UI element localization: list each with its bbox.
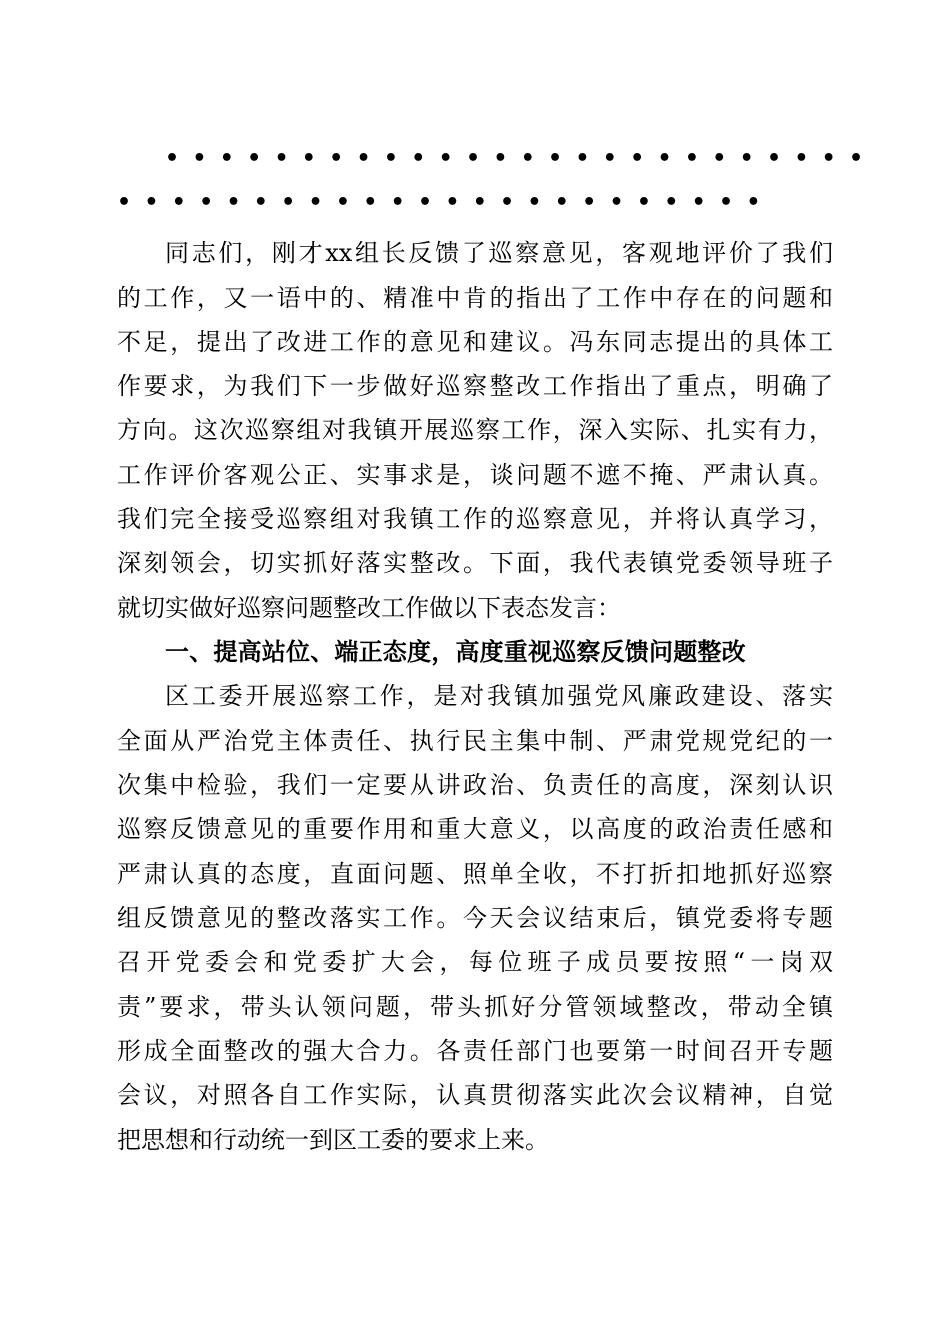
paragraph-line: 召开党委会和党委扩大会，每位班子成员要按照“一岗双	[117, 948, 833, 976]
paragraph-line: 会议，对照各自工作实际，认真贯彻落实此次会议精神，自觉	[117, 1081, 833, 1109]
paragraph-line: 巡察反馈意见的重要作用和重大意义，以高度的政治责任感和	[117, 815, 833, 843]
paragraph-line: 方向。这次巡察组对我镇开展巡察工作，深入实际、扎实有力，	[117, 416, 833, 444]
paragraph-line: 组反馈意见的整改落实工作。今天会议结束后，镇党委将专题	[117, 904, 833, 932]
paragraph-line: 作要求，为我们下一步做好巡察整改工作指出了重点，明确了	[117, 372, 833, 400]
paragraph-line: 同志们，刚才xx组长反馈了巡察意见，客观地评价了我们	[165, 239, 833, 267]
paragraph-line: 形成全面整改的强大合力。各责任部门也要第一时间召开专题	[117, 1037, 833, 1065]
paragraph-line: 把思想和行动统一到区工委的要求上来。	[117, 1126, 549, 1154]
paragraph-line: 不足，提出了改进工作的意见和建议。冯东同志提出的具体工	[117, 328, 833, 356]
ellipsis-row: ••••••••••••••••••••••••	[117, 190, 774, 215]
paragraph-line: 责”要求，带头认领问题，带头抓好分管领域整改，带动全镇	[117, 993, 833, 1021]
paragraph-line: 就切实做好巡察问题整改工作做以下表态发言：	[117, 594, 621, 622]
ellipsis-row: ••••••••••••••••••••••••••	[165, 146, 877, 171]
paragraph-line: 次集中检验，我们一定要从讲政治、负责任的高度，深刻认识	[117, 771, 833, 799]
paragraph-line: 的工作，又一语中的、精准中肯的指出了工作中存在的问题和	[117, 284, 833, 312]
paragraph-line: 深刻领会，切实抓好落实整改。下面，我代表镇党委领导班子	[117, 549, 833, 577]
paragraph-line: 工作评价客观公正、实事求是，谈问题不遮不掩、严肃认真。	[117, 461, 833, 489]
paragraph-line: 严肃认真的态度，直面问题、照单全收，不打折扣地抓好巡察	[117, 860, 833, 888]
paragraph-line: 全面从严治党主体责任、执行民主集中制、严肃党规党纪的一	[117, 727, 833, 755]
paragraph-line: 区工委开展巡察工作，是对我镇加强党风廉政建设、落实	[165, 682, 833, 710]
section-heading: 一、提高站位、端正态度，高度重视巡察反馈问题整改	[165, 638, 746, 666]
paragraph-line: 我们完全接受巡察组对我镇工作的巡察意见，并将认真学习，	[117, 505, 833, 533]
